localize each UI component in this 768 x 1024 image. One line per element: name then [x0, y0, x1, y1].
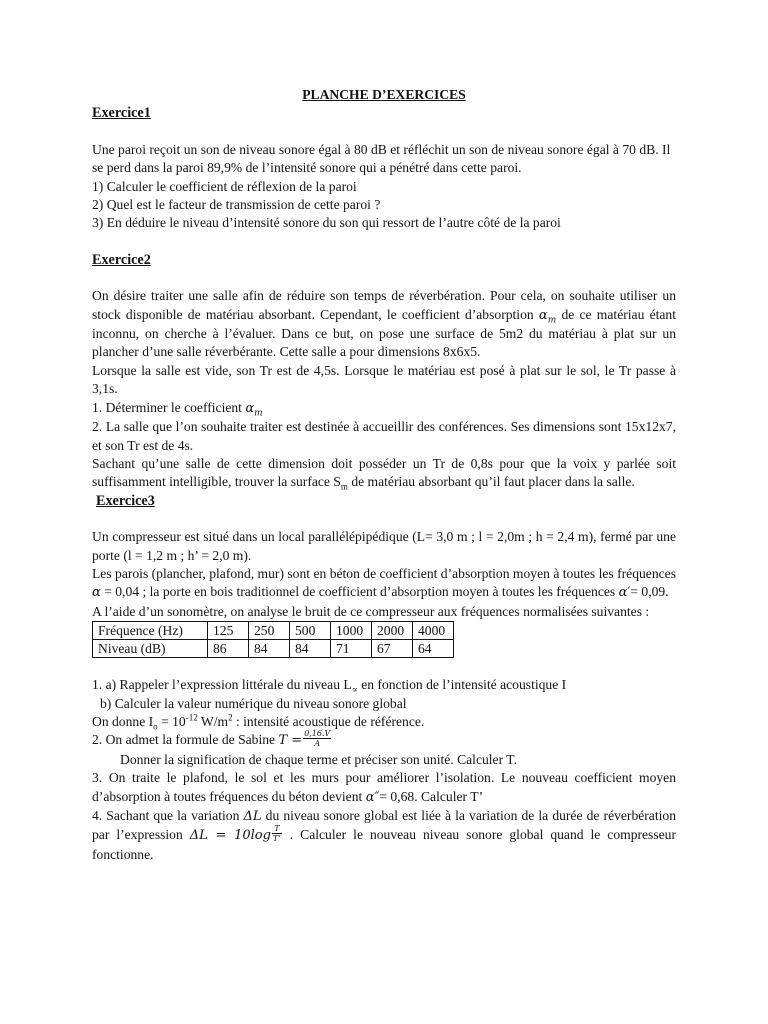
- table-cell: 2000: [372, 622, 413, 640]
- spacer: [92, 233, 676, 251]
- table-row: [93, 640, 454, 658]
- page-title: PLANCHE D’EXERCICES: [302, 87, 466, 102]
- exercise3-heading: Exercice3: [96, 492, 155, 509]
- table-cell: 84: [290, 640, 331, 658]
- exercise1-question-3: 3) En déduire le niveau d’intensité sonore du son qui ressort de l’autre côté de la paroi: [92, 215, 561, 231]
- table-cell: 71: [331, 640, 372, 658]
- alpha-m-symbol: $\alpha_m$: [245, 400, 263, 419]
- spacer: [92, 658, 676, 676]
- table-cell-label: Fréquence (Hz): [93, 622, 208, 640]
- exercise2-p1-start: On désire traiter une salle afin de réduire son temps de réverbération. Pour cela, on souhaite utiliser un stock disponible de matériau absorbant. Cependant, le coefficient d’absorption: [92, 288, 676, 322]
- exercise3-p2-end: = 0,09.: [630, 584, 669, 600]
- exercise3-question-2: [92, 728, 676, 750]
- exercise3-question-4: [92, 807, 676, 864]
- exercise2-p3-end: de matériau absorbant qu’il faut placer dans la salle.: [347, 474, 635, 490]
- table-cell: 500: [290, 622, 331, 640]
- ratio-numerator: T: [272, 824, 282, 834]
- table-cell-label: Niveau (dB): [93, 640, 208, 658]
- given-unit: W/m: [197, 713, 229, 729]
- exercise3-given: [92, 713, 676, 731]
- q4-end: . Calculer le nouveau niveau sonore global quand le compresseur fonctionne.: [92, 827, 676, 862]
- exercise2-paragraph-1: [92, 287, 676, 362]
- exercise1-heading: Exercice1: [92, 105, 151, 122]
- q3-start: 3. On traite le plafond, le sol et les murs pour améliorer l’isolation. Le nouveau coefficient moyen d’absorption à toutes fréquences du béton devient: [92, 770, 676, 804]
- spacer: [92, 269, 676, 287]
- exercise2-question-2: 2. La salle que l’on souhaite traiter est destinée à accueillir des conférences. Ses dimensions sont 15x12x7, et son Tr est de 4s.: [92, 419, 676, 453]
- alpha-m-symbol: $\alpha_m$: [538, 307, 557, 326]
- exercise2-paragraph-2: Lorsque la salle est vide, son Tr est de 4,5s. Lorsque le matériau est posé à plat sur le sol, le Tr passe à 3,1s.: [92, 362, 676, 397]
- subscript-o: o: [153, 721, 158, 732]
- q1a-end: en fonction de l’intensité acoustique I: [357, 677, 567, 693]
- exercise1-intro: Une paroi reçoit un son de niveau sonore égal à 80 dB et réfléchit un son de niveau sonore égal à 70 dB. Il se perd dans la paroi 89,9% de l’intensité sonore qui a pénétré dans cette paroi.: [92, 141, 671, 176]
- document-page: [92, 86, 676, 864]
- ratio-denominator: T’: [272, 833, 281, 843]
- q3-end: = 0,68. Calculer T’: [379, 788, 484, 804]
- exercise3-question-1a: [92, 676, 676, 694]
- exercise2-q1-text: 1. Déterminer le coefficient: [92, 399, 242, 415]
- subscript-alpha: ∝: [351, 684, 358, 695]
- frequency-table: [92, 621, 454, 658]
- alpha-symbol: α: [92, 585, 101, 601]
- exercise3-p2-start: Les parois (plancher, plafond, mur) sont en béton de coefficient d’absorption moyen à toutes les fréquences: [92, 565, 676, 581]
- alpha-prime-symbol: α′: [618, 585, 631, 601]
- table-cell: 86: [208, 640, 249, 658]
- given-end: : intensité acoustique de référence.: [232, 713, 425, 729]
- table-cell: 67: [372, 640, 413, 658]
- exercise2-p3-start: Sachant qu’une salle de cette dimension doit posséder un Tr de 0,8s pour que la voix y parlée soit suffisamment intelligible, trouver la surface S: [92, 455, 676, 490]
- given-mid: = 10: [157, 713, 186, 729]
- table-cell: 250: [249, 622, 290, 640]
- exercise3-paragraph-1: Un compresseur est situé dans un local parallélépipédique (L= 3,0 m ; l = 2,0m ; h = 2,4 m), fermé par une porte (l = 1,2 m ; h’ = 2,0 m).: [92, 529, 676, 563]
- table-cell: 125: [208, 622, 249, 640]
- exercise2-heading: Exercice2: [92, 251, 151, 268]
- delta-l-symbol: ΔL: [243, 809, 262, 824]
- table-row: [93, 622, 454, 640]
- q1a-start: 1. a) Rappeler l’expression littérale du niveau L: [92, 677, 352, 693]
- sabine-fraction: [303, 729, 331, 748]
- table-cell: 1000: [331, 622, 372, 640]
- subscript-m: m: [340, 482, 348, 493]
- given-start: On donne I: [92, 713, 154, 729]
- q4-mid: du niveau sonore global est liée à la variation de la durée de réverbération par l’expression: [92, 808, 676, 843]
- exercise2-paragraph-3: [92, 455, 676, 492]
- exercise2-question-1: [92, 399, 676, 418]
- exercise3-paragraph-2: [92, 565, 676, 603]
- alpha-double-prime-symbol: α″: [365, 789, 380, 805]
- q2-text: 2. On admet la formule de Sabine: [92, 732, 276, 748]
- exercise1-question-2: 2) Quel est le facteur de transmission de cette paroi ?: [92, 197, 381, 213]
- ratio-fraction: [272, 824, 282, 843]
- exercise3-question-1b: b) Calculer la valeur numérique du niveau sonore global: [100, 695, 407, 711]
- sabine-formula: T =: [278, 733, 303, 749]
- delta-l-formula: ΔL = 10log: [189, 828, 271, 844]
- exercise3-question-3: [92, 769, 676, 807]
- exercise3-p2-mid: = 0,04 ; la porte en bois traditionnel de coefficient d’absorption moyen à toutes les fréquences: [104, 584, 616, 600]
- sabine-denominator: A: [314, 738, 321, 748]
- q4-start: 4. Sachant que la variation: [92, 808, 240, 823]
- sabine-numerator: 0,16.V: [304, 728, 331, 738]
- superscript-exp: -12: [185, 712, 198, 723]
- exercise3-question-2-line2: Donner la signification de chaque terme et préciser son unité. Calculer T.: [120, 751, 517, 767]
- table-cell: 4000: [413, 622, 454, 640]
- spacer: [92, 510, 676, 528]
- table-cell: 64: [413, 640, 454, 658]
- spacer: [92, 123, 676, 141]
- exercise1-question-1: 1) Calculer le coefficient de réflexion de la paroi: [92, 178, 357, 194]
- exercise2-p1-end: de ce matériau étant inconnu, on cherche à l’évaluer. Dans ce but, on pose une surface de 5m2 du matériau à plat sur un plancher d’une salle réverbérante. Cette salle a pour dimensions 8x6x5.: [92, 306, 677, 360]
- table-cell: 84: [249, 640, 290, 658]
- exercise3-paragraph-3: A l’aide d’un sonomètre, on analyse le bruit de ce compresseur aux fréquences normalisées suivantes :: [92, 603, 650, 619]
- superscript-2: 2: [228, 712, 233, 723]
